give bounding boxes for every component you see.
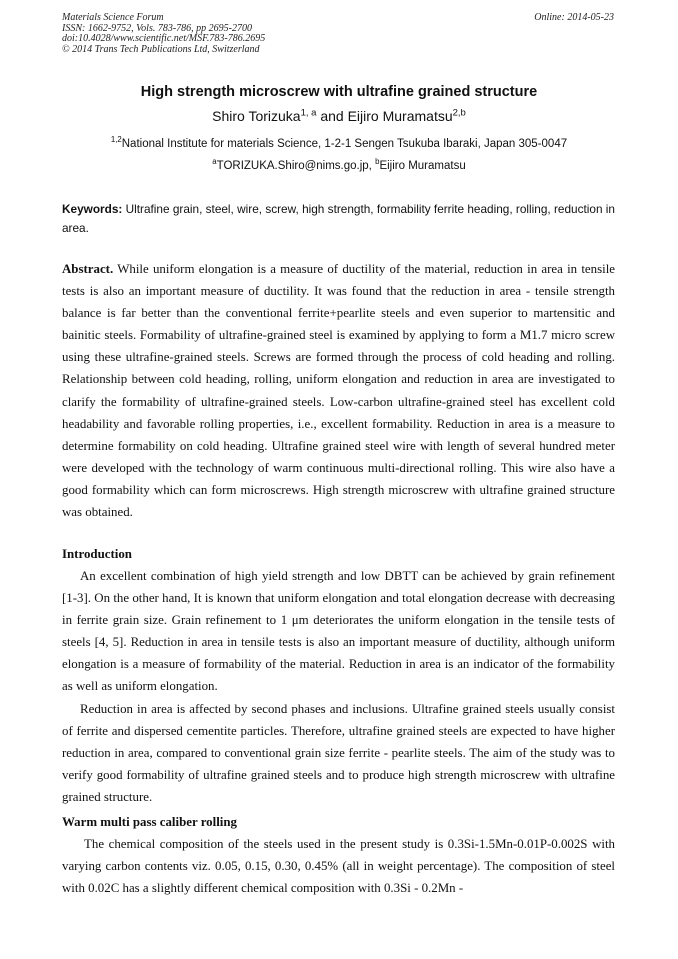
abstract-text: While uniform elongation is a measure of ductility of the material, reduction in area in tensile tests is also an important measure of ductility. It was found that the reduction in area - tensile strength balance is far better than the conventional ferrite+pearlite steels and even superior to martensitic and bainitic steels. Formability of ultrafine-grained steel is examined by applying to form a M1.7 micro screw using these ultrafine-grained steels. Screws are formed through the process of cold heading and rolling. Relationship between cold heading, rolling, uniform elongation and reduction in area are investigated to clarify the formability of ultrafine-grained steels. Low-carbon ultrafine-grained steel has excellent cold headability and favorable rolling properties, i.e., excellent formability. Reduction in area is a measure to determine formability on cold heading. Ultrafine grained steel wire with length of several hundred meter were developed with the technology of warm continuous multi-directional rolling. This wire also have a good formability which can form microscrews. High strength microscrew with ultrafine grained structure was obtained. — [62, 262, 615, 520]
author-line — [0, 108, 678, 124]
introduction-heading: Introduction — [62, 547, 132, 561]
author-1: Shiro Torizuka — [212, 108, 301, 124]
journal-name: Materials Science Forum — [62, 12, 164, 23]
abstract — [62, 258, 615, 523]
email-b: Eijiro Muramatsu — [379, 160, 466, 172]
copyright-line: © 2014 Trans Tech Publications Ltd, Switzerland — [62, 43, 260, 55]
introduction-body — [62, 565, 615, 808]
email-marker-b: b — [375, 157, 380, 167]
doi-line: doi:10.4028/www.scientific.net/MSF.783-786.2695 — [62, 33, 266, 44]
keywords-label: Keywords: — [62, 202, 123, 216]
email-a: TORIZUKA.Shiro@nims.go.jp, — [216, 160, 376, 172]
introduction-paragraph-1: An excellent combination of high yield strength and low DBTT can be achieved by grain refinement [1-3]. On the other hand, It is known that uniform elongation and total elongation decrease with decreasing in ferrite grain size. Grain refinement to 1 μm deteriorates the uniform elongation in the tensile tests of steels [4, 5]. Reduction in area in tensile tests is also an important measure of ductility, although uniform elongation is a measure of formability of the material. Reduction in area is an indicator of the formability as well as uniform elongation. — [62, 569, 615, 694]
keywords-text: Ultrafine grain, steel, wire, screw, high strength, formability ferrite heading, rolling, reduction in area. — [62, 202, 615, 235]
email-marker-a: a — [212, 157, 217, 167]
affiliation — [0, 135, 678, 150]
abstract-label: Abstract. — [62, 262, 114, 276]
paper-title: High strength microscrew with ultrafine grained structure — [140, 84, 538, 100]
rolling-paragraph-1: The chemical composition of the steels used in the present study is 0.3Si-1.5Mn-0.01P-0.002S with varying carbon contents viz. 0.05, 0.15, 0.30, 0.45% (all in weight percentage). The composition of steel with 0.02C has a slightly different chemical composition with 0.3Si - 0.2Mn - — [62, 837, 615, 896]
issn-line: ISSN: 1662-9752, Vols. 783-786, pp 2695-2700 — [62, 22, 252, 34]
email-line — [0, 157, 678, 172]
author-conjunction: and — [316, 108, 348, 124]
affiliation-marker: 1,2 — [110, 135, 122, 145]
introduction-paragraph-2: Reduction in area is affected by second phases and inclusions. Ultrafine grained steels usually consist of ferrite and dispersed cementite particles. Therefore, ultrafine grained steels are expected to have higher reduction in area, compared to conventional grain size ferrite - pearlite steels. The aim of the study was to verify good formability of ultrafine grained steels and to produce high strength microscrew with ultrafine grained structure. — [62, 701, 615, 804]
rolling-body — [62, 833, 615, 899]
author-2: Eijiro Muramatsu — [347, 108, 453, 124]
affiliation-text: National Institute for materials Science, 1-2-1 Sengen Tsukuba Ibaraki, Japan 305-0047 — [121, 138, 568, 150]
author-1-affil: 1, a — [300, 107, 317, 119]
journal-header — [62, 13, 614, 55]
author-2-affil: 2,b — [452, 107, 466, 119]
rolling-heading: Warm multi pass caliber rolling — [62, 815, 237, 829]
online-date: Online: 2014-05-23 — [534, 12, 614, 23]
keywords — [62, 200, 615, 238]
